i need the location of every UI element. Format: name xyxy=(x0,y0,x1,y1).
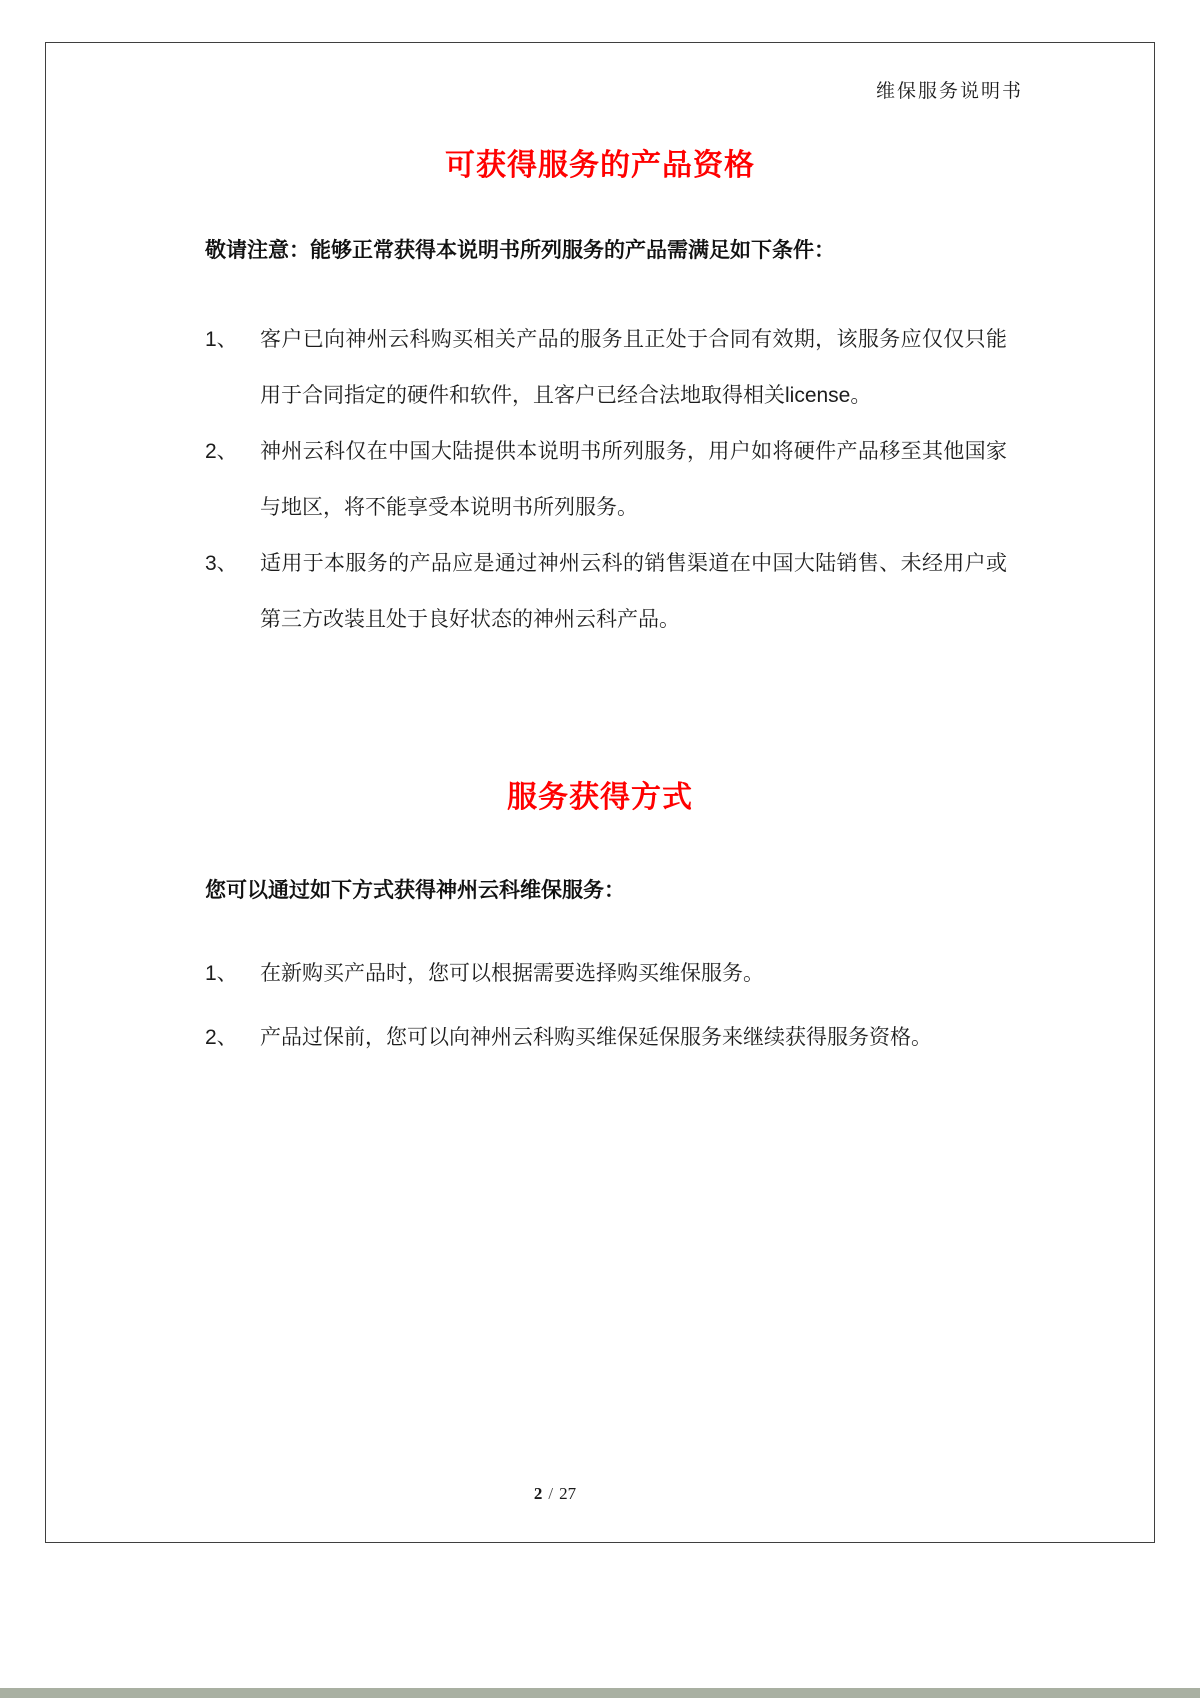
section-title-service-acquisition: 服务获得方式 xyxy=(507,781,693,814)
list-item-number: 3、 xyxy=(205,552,238,575)
list-item xyxy=(205,424,1007,536)
section-2-intro: 您可以通过如下方式获得神州云科维保服务： xyxy=(205,879,625,902)
list-item xyxy=(205,1006,1007,1070)
page-bottom-edge xyxy=(0,1688,1200,1698)
current-page-number: 2 xyxy=(533,1484,543,1503)
list-item-text: 适用于本服务的产品应是通过神州云科的销售渠道在中国大陆销售、未经用户或第三方改装且处于良好状态的神州云科产品。 xyxy=(260,552,1007,631)
list-item xyxy=(205,942,1007,1006)
page-number-footer xyxy=(0,1484,1110,1504)
total-page-count: 27 xyxy=(559,1484,577,1503)
list-item-text: 神州云科仅在中国大陆提供本说明书所列服务，用户如将硬件产品移至其他国家与地区，将不能享受本说明书所列服务。 xyxy=(260,440,1007,519)
section-title-product-eligibility: 可获得服务的产品资格 xyxy=(445,149,755,182)
list-item-number: 1、 xyxy=(205,962,238,985)
section-1-list xyxy=(205,312,1007,648)
list-item xyxy=(205,312,1007,424)
list-item xyxy=(205,536,1007,648)
section-2-list xyxy=(205,942,1007,1070)
list-item-number: 2、 xyxy=(205,1026,238,1049)
list-item-text: 客户已向神州云科购买相关产品的服务且正处于合同有效期，该服务应仅仅只能用于合同指定的硬件和软件，且客户已经合法地取得相关license。 xyxy=(260,328,1007,407)
list-item-text: 产品过保前，您可以向神州云科购买维保延保服务来继续获得服务资格。 xyxy=(260,1026,932,1049)
section-1-intro: 敬请注意：能够正常获得本说明书所列服务的产品需满足如下条件： xyxy=(205,239,835,262)
list-item-number: 2、 xyxy=(205,440,238,463)
document-header-title: 维保服务说明书 xyxy=(875,81,1023,102)
list-item-number: 1、 xyxy=(205,328,238,351)
page-number-separator: / xyxy=(548,1484,554,1503)
list-item-text: 在新购买产品时，您可以根据需要选择购买维保服务。 xyxy=(260,962,764,985)
